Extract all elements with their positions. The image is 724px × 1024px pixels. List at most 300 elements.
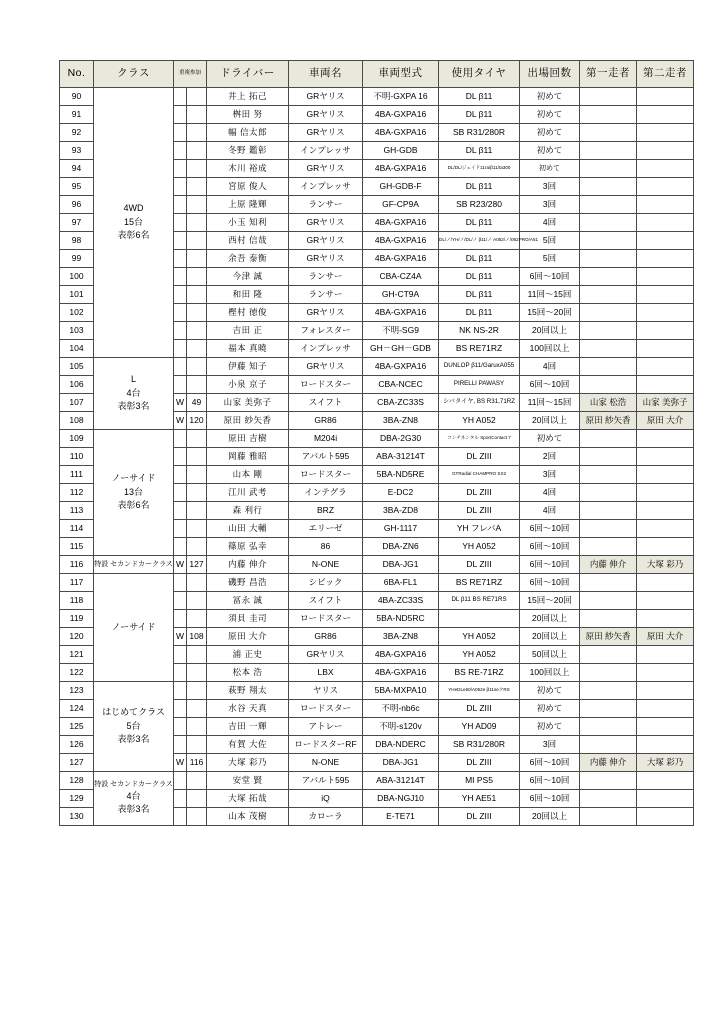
- cell-duplicate-number: [187, 664, 207, 682]
- cell-driver: 山本 茂樹: [207, 808, 289, 826]
- cell-car-name: エリーゼ: [289, 520, 363, 538]
- cell-car-name: 86: [289, 538, 363, 556]
- cell-first-runner: [580, 358, 637, 376]
- cell-car-name: GR86: [289, 412, 363, 430]
- cell-first-runner: [580, 808, 637, 826]
- cell-entry-count: 100回以上: [520, 340, 580, 358]
- cell-entry-count: 20回以上: [520, 412, 580, 430]
- cell-first-runner: [580, 610, 637, 628]
- cell-driver: 小泉 京子: [207, 376, 289, 394]
- cell-car-model: 4BA-GXPA16: [363, 664, 439, 682]
- cell-first-runner: 内藤 伸介: [580, 754, 637, 772]
- cell-entry-count: 4回: [520, 214, 580, 232]
- cell-entry-count: 11回～15回: [520, 394, 580, 412]
- cell-entry-count: 3回: [520, 178, 580, 196]
- cell-no: 111: [60, 466, 94, 484]
- cell-first-runner: [580, 736, 637, 754]
- cell-car-model: 5BA-MXPA10: [363, 682, 439, 700]
- cell-first-runner: [580, 448, 637, 466]
- cell-duplicate-number: [187, 592, 207, 610]
- cell-duplicate-number: [187, 358, 207, 376]
- cell-tire: YH A052: [439, 412, 520, 430]
- cell-car-model: DBA-JG1: [363, 556, 439, 574]
- cell-car-name: ロードスター: [289, 610, 363, 628]
- cell-first-runner: [580, 124, 637, 142]
- cell-entry-count: 20回以上: [520, 628, 580, 646]
- cell-duplicate-number: [187, 340, 207, 358]
- cell-second-runner: [637, 574, 694, 592]
- cell-second-runner: [637, 124, 694, 142]
- cell-first-runner: [580, 322, 637, 340]
- cell-driver: 冬野 鑑彰: [207, 142, 289, 160]
- cell-duplicate-flag: [174, 430, 187, 448]
- cell-car-model: CBA-ZC33S: [363, 394, 439, 412]
- cell-car-model: CBA-CZ4A: [363, 268, 439, 286]
- cell-second-runner: 大塚 彩乃: [637, 754, 694, 772]
- cell-duplicate-number: [187, 160, 207, 178]
- cell-car-model: 4BA-GXPA16: [363, 160, 439, 178]
- cell-tire: DL ZIII: [439, 502, 520, 520]
- cell-no: 106: [60, 376, 94, 394]
- cell-duplicate-flag: W: [174, 412, 187, 430]
- cell-car-name: GRヤリス: [289, 232, 363, 250]
- cell-tire: YH A052: [439, 538, 520, 556]
- table-row: [60, 556, 694, 574]
- cell-duplicate-flag: [174, 646, 187, 664]
- cell-car-name: ロードスター: [289, 700, 363, 718]
- cell-duplicate-flag: [174, 718, 187, 736]
- cell-duplicate-flag: [174, 160, 187, 178]
- cell-driver: 原田 大介: [207, 628, 289, 646]
- cell-first-runner: [580, 646, 637, 664]
- cell-car-model: ABA-31214T: [363, 772, 439, 790]
- cell-duplicate-flag: W: [174, 556, 187, 574]
- cell-duplicate-number: [187, 142, 207, 160]
- cell-car-model: 4BA-GXPA16: [363, 106, 439, 124]
- cell-driver: 桝田 努: [207, 106, 289, 124]
- cell-car-name: インプレッサ: [289, 142, 363, 160]
- cell-duplicate-number: [187, 466, 207, 484]
- cell-duplicate-number: [187, 268, 207, 286]
- cell-driver: 木川 裕成: [207, 160, 289, 178]
- cell-tire: DL β11: [439, 250, 520, 268]
- cell-entry-count: 4回: [520, 502, 580, 520]
- cell-first-runner: [580, 196, 637, 214]
- cell-car-name: M204i: [289, 430, 363, 448]
- table-header-row: [60, 61, 694, 88]
- cell-second-runner: [637, 178, 694, 196]
- cell-tire: DL β11: [439, 214, 520, 232]
- cell-car-name: シビック: [289, 574, 363, 592]
- cell-car-model: 5BA-ND5RC: [363, 610, 439, 628]
- cell-no: 98: [60, 232, 94, 250]
- cell-second-runner: 原田 大介: [637, 412, 694, 430]
- cell-tire: DL/ノ/YH/ノ/DL/ノ β11/ノ A052/ノ/062PRO/A51: [439, 232, 520, 250]
- cell-first-runner: [580, 214, 637, 232]
- cell-driver: 山本 剛: [207, 466, 289, 484]
- cell-driver: 宮原 俊人: [207, 178, 289, 196]
- cell-duplicate-number: [187, 574, 207, 592]
- cell-duplicate-number: [187, 448, 207, 466]
- cell-entry-count: 初めて: [520, 142, 580, 160]
- cell-tire: DL β11: [439, 88, 520, 106]
- column-header-carname: 車両名: [289, 61, 363, 88]
- cell-driver: 伊藤 知子: [207, 358, 289, 376]
- cell-car-model: 4BA-GXPA16: [363, 304, 439, 322]
- cell-entry-count: 20回以上: [520, 808, 580, 826]
- cell-second-runner: [637, 664, 694, 682]
- cell-duplicate-flag: [174, 736, 187, 754]
- cell-class: 特設 セカンドカークラス: [94, 556, 174, 574]
- cell-duplicate-flag: [174, 664, 187, 682]
- cell-duplicate-flag: [174, 682, 187, 700]
- cell-duplicate-number: [187, 196, 207, 214]
- cell-duplicate-number: [187, 286, 207, 304]
- cell-entry-count: 2回: [520, 448, 580, 466]
- cell-duplicate-number: [187, 772, 207, 790]
- cell-car-model: GH－GH－GDB: [363, 340, 439, 358]
- cell-car-name: ランサー: [289, 196, 363, 214]
- column-header-no: No.: [60, 61, 94, 88]
- cell-tire: [439, 610, 520, 628]
- cell-driver: 和田 隆: [207, 286, 289, 304]
- cell-duplicate-flag: [174, 808, 187, 826]
- cell-car-model: 4BA-GXPA16: [363, 124, 439, 142]
- cell-car-model: 不明-nb6c: [363, 700, 439, 718]
- cell-tire: BS RE71RZ: [439, 340, 520, 358]
- cell-car-model: 5BA-ND5RE: [363, 466, 439, 484]
- cell-second-runner: [637, 340, 694, 358]
- cell-tire: YH フレバА: [439, 520, 520, 538]
- cell-entry-count: 4回: [520, 358, 580, 376]
- cell-first-runner: [580, 286, 637, 304]
- cell-tire: DL ZIII: [439, 448, 520, 466]
- cell-first-runner: [580, 88, 637, 106]
- column-header-driver: ドライバー: [207, 61, 289, 88]
- cell-driver: 余吾 泰衡: [207, 250, 289, 268]
- cell-first-runner: [580, 700, 637, 718]
- cell-first-runner: [580, 484, 637, 502]
- cell-second-runner: [637, 376, 694, 394]
- cell-car-name: アバルト595: [289, 772, 363, 790]
- cell-tire: コンチネンタル SportContact 7: [439, 430, 520, 448]
- cell-first-runner: [580, 106, 637, 124]
- cell-duplicate-flag: [174, 250, 187, 268]
- cell-car-name: インテグラ: [289, 484, 363, 502]
- cell-first-runner: 原田 紗矢香: [580, 412, 637, 430]
- cell-car-name: GR86: [289, 628, 363, 646]
- cell-car-name: ランサー: [289, 286, 363, 304]
- cell-duplicate-number: 127: [187, 556, 207, 574]
- cell-no: 92: [60, 124, 94, 142]
- cell-duplicate-number: 116: [187, 754, 207, 772]
- cell-entry-count: 初めて: [520, 124, 580, 142]
- cell-duplicate-flag: [174, 322, 187, 340]
- cell-second-runner: [637, 286, 694, 304]
- cell-tire: YHeDLe60/A052e β11seクRS: [439, 682, 520, 700]
- cell-duplicate-number: [187, 124, 207, 142]
- cell-car-name: GRヤリス: [289, 646, 363, 664]
- cell-driver: 篠原 弘幸: [207, 538, 289, 556]
- cell-duplicate-flag: [174, 142, 187, 160]
- cell-tire: NK NS-2R: [439, 322, 520, 340]
- cell-duplicate-flag: [174, 484, 187, 502]
- cell-car-name: GRヤリス: [289, 358, 363, 376]
- cell-duplicate-flag: [174, 268, 187, 286]
- cell-no: 129: [60, 790, 94, 808]
- cell-entry-count: 20回以上: [520, 610, 580, 628]
- cell-no: 123: [60, 682, 94, 700]
- cell-car-name: フォレスター: [289, 322, 363, 340]
- cell-car-name: ロードスター: [289, 466, 363, 484]
- cell-duplicate-number: [187, 700, 207, 718]
- cell-duplicate-number: [187, 808, 207, 826]
- table-header: [60, 61, 694, 88]
- cell-car-name: インプレッサ: [289, 340, 363, 358]
- cell-car-model: ABA-31214T: [363, 448, 439, 466]
- cell-no: 112: [60, 484, 94, 502]
- cell-duplicate-flag: [174, 592, 187, 610]
- cell-car-name: ヤリス: [289, 682, 363, 700]
- cell-entry-count: 3回: [520, 736, 580, 754]
- cell-second-runner: [637, 466, 694, 484]
- cell-second-runner: 原田 大介: [637, 628, 694, 646]
- cell-entry-count: 3回: [520, 196, 580, 214]
- cell-car-name: BRZ: [289, 502, 363, 520]
- cell-second-runner: 大塚 彩乃: [637, 556, 694, 574]
- cell-first-runner: [580, 340, 637, 358]
- cell-driver: 今津 誠: [207, 268, 289, 286]
- cell-second-runner: [637, 214, 694, 232]
- cell-second-runner: [637, 808, 694, 826]
- cell-tire: YH A052: [439, 646, 520, 664]
- cell-car-name: ロードスター: [289, 376, 363, 394]
- cell-duplicate-number: [187, 322, 207, 340]
- cell-entry-count: 20回以上: [520, 322, 580, 340]
- cell-entry-count: 6回～10回: [520, 754, 580, 772]
- cell-duplicate-flag: [174, 376, 187, 394]
- entry-list-table-wrap: [59, 60, 688, 826]
- cell-no: 125: [60, 718, 94, 736]
- cell-first-runner: [580, 772, 637, 790]
- cell-no: 119: [60, 610, 94, 628]
- cell-duplicate-flag: [174, 196, 187, 214]
- cell-second-runner: [637, 682, 694, 700]
- cell-duplicate-number: [187, 520, 207, 538]
- cell-second-runner: [637, 772, 694, 790]
- cell-no: 120: [60, 628, 94, 646]
- cell-car-name: GRヤリス: [289, 160, 363, 178]
- cell-duplicate-number: [187, 232, 207, 250]
- cell-duplicate-flag: [174, 286, 187, 304]
- cell-duplicate-number: [187, 682, 207, 700]
- cell-driver: 吉田 正: [207, 322, 289, 340]
- cell-car-model: DBA-NGJ10: [363, 790, 439, 808]
- cell-car-model: DBA-NDERC: [363, 736, 439, 754]
- cell-tire: シバタイヤ, BS R31,71RZ: [439, 394, 520, 412]
- table-row: [60, 358, 694, 376]
- cell-second-runner: [637, 520, 694, 538]
- column-header-count: 出場回数: [520, 61, 580, 88]
- cell-car-model: 4BA-GXPA16: [363, 214, 439, 232]
- cell-driver: 吉田 一輝: [207, 718, 289, 736]
- cell-duplicate-flag: [174, 340, 187, 358]
- cell-second-runner: [637, 88, 694, 106]
- table-row: [60, 88, 694, 106]
- column-header-class: クラス: [94, 61, 174, 88]
- cell-no: 104: [60, 340, 94, 358]
- cell-second-runner: 山家 美弥子: [637, 394, 694, 412]
- cell-entry-count: 6回～10回: [520, 520, 580, 538]
- cell-no: 101: [60, 286, 94, 304]
- cell-car-name: アバルト595: [289, 448, 363, 466]
- cell-duplicate-number: [187, 376, 207, 394]
- cell-entry-count: 6回～10回: [520, 574, 580, 592]
- cell-tire: DL ZIII: [439, 808, 520, 826]
- cell-second-runner: [637, 718, 694, 736]
- cell-duplicate-number: [187, 214, 207, 232]
- cell-car-model: 4BA-GXPA16: [363, 646, 439, 664]
- cell-second-runner: [637, 232, 694, 250]
- cell-duplicate-number: [187, 250, 207, 268]
- cell-duplicate-number: [187, 736, 207, 754]
- cell-duplicate-number: [187, 430, 207, 448]
- cell-car-name: スイフト: [289, 394, 363, 412]
- cell-tire: DL β11: [439, 106, 520, 124]
- cell-no: 103: [60, 322, 94, 340]
- cell-entry-count: 初めて: [520, 430, 580, 448]
- cell-duplicate-flag: W: [174, 394, 187, 412]
- cell-second-runner: [637, 268, 694, 286]
- cell-duplicate-flag: [174, 574, 187, 592]
- cell-no: 113: [60, 502, 94, 520]
- cell-tire: DL β11: [439, 286, 520, 304]
- cell-no: 90: [60, 88, 94, 106]
- cell-no: 91: [60, 106, 94, 124]
- cell-tire: DL β11: [439, 268, 520, 286]
- cell-entry-count: 6回～10回: [520, 268, 580, 286]
- cell-duplicate-number: [187, 178, 207, 196]
- entry-list-table: [59, 60, 694, 826]
- cell-car-model: 4BA-GXPA16: [363, 232, 439, 250]
- table-row: [60, 682, 694, 700]
- cell-driver: 樫村 徳俊: [207, 304, 289, 322]
- column-header-tire: 使用タイヤ: [439, 61, 520, 88]
- cell-car-name: GRヤリス: [289, 250, 363, 268]
- cell-second-runner: [637, 484, 694, 502]
- cell-tire: GTRadial CHAMPRO SX2: [439, 466, 520, 484]
- cell-first-runner: [580, 718, 637, 736]
- cell-duplicate-number: [187, 484, 207, 502]
- cell-car-name: アトレー: [289, 718, 363, 736]
- cell-duplicate-number: [187, 88, 207, 106]
- cell-first-runner: [580, 160, 637, 178]
- cell-car-model: GF-CP9A: [363, 196, 439, 214]
- cell-no: 96: [60, 196, 94, 214]
- cell-no: 99: [60, 250, 94, 268]
- cell-class: はじめてクラス 5台 表彰3名: [94, 682, 174, 772]
- cell-car-model: 3BA-ZN8: [363, 628, 439, 646]
- cell-car-model: 6BA-FL1: [363, 574, 439, 592]
- cell-entry-count: 初めて: [520, 718, 580, 736]
- cell-car-model: 3BA-ZD8: [363, 502, 439, 520]
- cell-second-runner: [637, 430, 694, 448]
- cell-car-name: GRヤリス: [289, 106, 363, 124]
- cell-car-name: ロードスターRF: [289, 736, 363, 754]
- cell-car-name: GRヤリス: [289, 214, 363, 232]
- cell-driver: 冨永 誠: [207, 592, 289, 610]
- column-header-first-runner: 第一走者: [580, 61, 637, 88]
- cell-entry-count: 15回～20回: [520, 592, 580, 610]
- cell-duplicate-flag: W: [174, 754, 187, 772]
- cell-duplicate-flag: [174, 178, 187, 196]
- cell-first-runner: [580, 178, 637, 196]
- cell-entry-count: 3回: [520, 466, 580, 484]
- cell-entry-count: 50回以上: [520, 646, 580, 664]
- cell-entry-count: 初めて: [520, 682, 580, 700]
- cell-first-runner: [580, 268, 637, 286]
- cell-no: 115: [60, 538, 94, 556]
- cell-car-model: 4BA-GXPA16: [363, 358, 439, 376]
- cell-no: 127: [60, 754, 94, 772]
- cell-second-runner: [637, 592, 694, 610]
- cell-first-runner: [580, 250, 637, 268]
- cell-driver: 内藤 伸介: [207, 556, 289, 574]
- cell-tire: DUNLOP β11/GaruxA055: [439, 358, 520, 376]
- cell-tire: MI PS5: [439, 772, 520, 790]
- cell-duplicate-flag: [174, 700, 187, 718]
- cell-entry-count: 4回: [520, 484, 580, 502]
- cell-first-runner: [580, 520, 637, 538]
- cell-duplicate-flag: [174, 610, 187, 628]
- cell-tire: YH AE51: [439, 790, 520, 808]
- cell-duplicate-number: [187, 502, 207, 520]
- cell-entry-count: 6回～10回: [520, 376, 580, 394]
- cell-driver: 福本 真曉: [207, 340, 289, 358]
- cell-tire: DL ZIII: [439, 484, 520, 502]
- cell-tire: DL β11: [439, 304, 520, 322]
- cell-car-name: スイフト: [289, 592, 363, 610]
- cell-duplicate-flag: [174, 232, 187, 250]
- cell-driver: 有賀 大佐: [207, 736, 289, 754]
- cell-second-runner: [637, 196, 694, 214]
- cell-first-runner: [580, 502, 637, 520]
- cell-duplicate-flag: [174, 502, 187, 520]
- column-header-duplicate: 重複参加: [174, 61, 207, 88]
- cell-first-runner: [580, 538, 637, 556]
- cell-first-runner: [580, 142, 637, 160]
- cell-first-runner: [580, 790, 637, 808]
- cell-no: 107: [60, 394, 94, 412]
- cell-car-name: GRヤリス: [289, 88, 363, 106]
- cell-car-model: CBA-NCEC: [363, 376, 439, 394]
- cell-no: 117: [60, 574, 94, 592]
- cell-driver: 水谷 天真: [207, 700, 289, 718]
- cell-first-runner: 原田 紗矢香: [580, 628, 637, 646]
- cell-second-runner: [637, 448, 694, 466]
- cell-no: 108: [60, 412, 94, 430]
- cell-driver: 江川 武考: [207, 484, 289, 502]
- cell-no: 110: [60, 448, 94, 466]
- table-body: [60, 88, 694, 826]
- cell-no: 97: [60, 214, 94, 232]
- cell-no: 130: [60, 808, 94, 826]
- column-header-model: 車両型式: [363, 61, 439, 88]
- cell-tire: PIRELLI PAWASY: [439, 376, 520, 394]
- table-row: [60, 574, 694, 592]
- cell-second-runner: [637, 358, 694, 376]
- cell-driver: 西村 信哉: [207, 232, 289, 250]
